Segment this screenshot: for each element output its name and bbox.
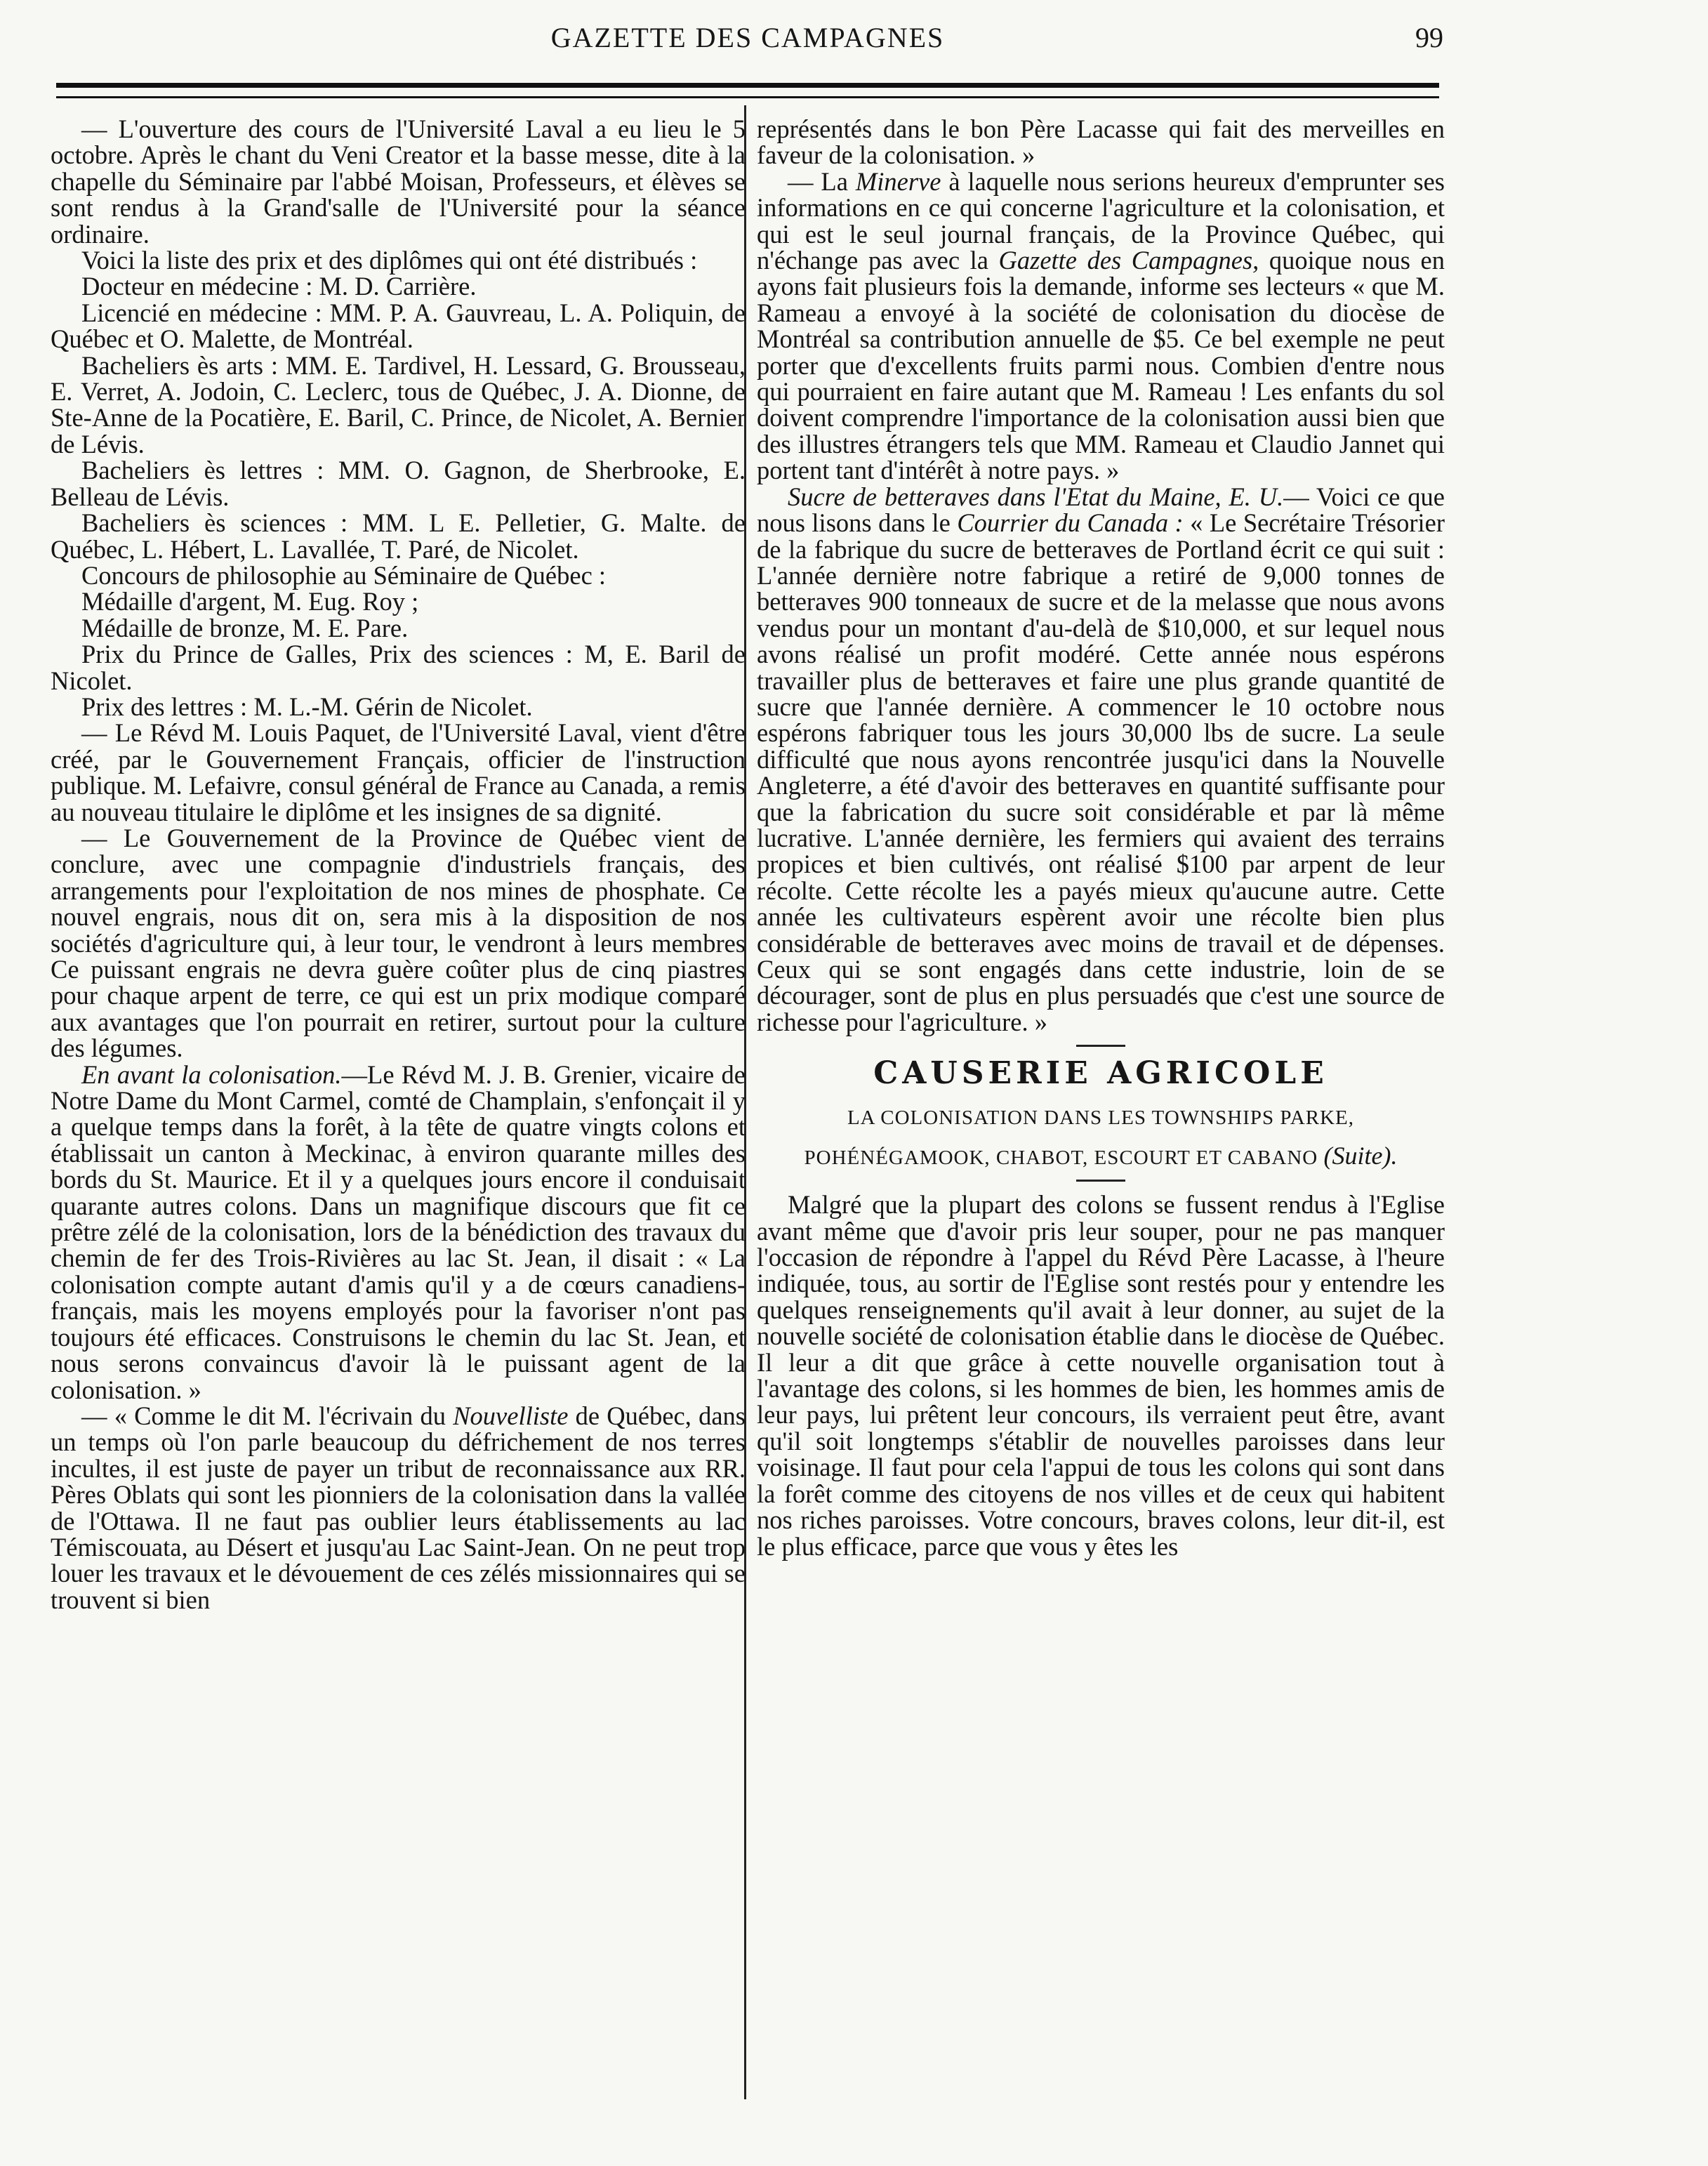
prize-list-intro: Voici la liste des prix et des diplômes qui ont été distribués :: [81, 246, 698, 275]
medaille-bronze-entry: Médaille de bronze, M. E. Pare.: [81, 613, 409, 642]
sucre-paragraph: [757, 484, 1445, 1036]
minerve-name: Minerve: [855, 166, 941, 196]
medaille-argent-entry: Médaille d'argent, M. Eug. Roy ;: [81, 587, 419, 616]
continuation-paragraph: représentés dans le bon Père Lacasse qui fait des merveilles en faveur de la colonisation. »: [757, 114, 1445, 170]
paquet-paragraph: — Le Révd M. Louis Paquet, de l'Université Laval, vient d'être créé, par le Gouvernement Français, officier de l'instruction publique. M. Lefaivre, consul général de France au Canada, a remis au nouveau titulaire le diplôme et les insignes de sa dignité.: [51, 718, 746, 826]
bacheliers-sciences-entry: Bacheliers ès sciences : MM. L E. Pelletier, G. Malte. de Québec, L. Hébert, L. Lavallée, T. Paré, de Nicolet.: [51, 508, 746, 564]
subheading-suite: (Suite).: [1323, 1142, 1398, 1170]
sucre-intro: — Voici ce que nous lisons dans le: [757, 482, 1445, 538]
phosphate-paragraph: — Le Gouvernement de la Province de Québec vient de conclure, avec une compagnie d'industriels français, des arrangements pour l'exploitation de nos mines de phosphate. Ce nouvel engrais, nous dit on, sera mis à la disposition de nos sociétés d'agriculture qui, à leur tour, le vendront à leurs membres Ce puissant engrais ne devra guère coûter plus de cinq piastres pour chaque arpent de terre, ce qui est un prix modique comparé aux avantages que l'on pourrait en retirer, surtout pour la culture des légumes.: [51, 823, 746, 1063]
minerve-paragraph: [757, 166, 1445, 485]
nouvelliste-prefix: — « Comme le dit M. l'écrivain du: [81, 1401, 454, 1430]
page-header: [49, 15, 1446, 65]
sucre-body: « Le Secrétaire Trésorier de la fabrique du sucre de betteraves de Portland écrit ce qui suit : L'année dernière notre fabrique a retiré de 9,000 tonnes de betteraves 900 tonneaux de sucre et de la melasse que nous avons vendus pour un montant d'au-delà de $10,000, et sur lequel nous avons réalisé un profit modéré. Cette année nous espérons travailler plus de betteraves et faire une plus grande quantité de sucre que l'année dernière. A commencer le 10 octobre nous espérons fabriquer tous les jours 30,000 lbs de sucre. La seule difficulté que nous ayons rencontrée jusqu'ici dans la Nouvelle Angleterre, a été d'avoir des betteraves en quantité suffisante pour que la fabrication du sucre soit considérable et par là même lucrative. L'année dernière, les fermiers qui avaient des terrains propices et bien cultivés, ont réalisé $100 par arpent de leur récolte. Cette récolte les a payés mieux qu'aucune autre. Cette année les cultivateurs espèrent avoir une récolte bien plus considérable de betteraves avec moins de travail et de dépenses. Ceux qui se sont engagés dans cette industrie, loin de se décourager, sont de plus en plus persuadés que c'est une source de richesse pour l'agriculture. »: [757, 508, 1445, 1036]
header-rule-thick: [56, 83, 1439, 88]
bacheliers-arts-entry: Bacheliers ès arts : MM. E. Tardivel, H. Lessard, G. Brousseau, E. Verret, A. Jodoin, C. Leclerc, tous de Québec, J. A. Dionne, de Ste-Anne de la Pocatière, E. Baril, C. Prince, de Nicolet, A. Bernier de Lévis.: [51, 350, 746, 458]
causerie-top-rule: [1076, 1045, 1125, 1047]
courrier-name: Courrier du Canada :: [957, 508, 1184, 538]
minerve-body-2: quoique nous en ayons fait plusieurs fois la demande, informe ses lecteurs « que M. Rameau a envoyé à la société de colonisation du diocèse de Montréal sa contribution annuelle de $5. Ce bel exemple ne peut porter que d'excellents fruits parmi nous. Combien d'entre nous qui pourraient en faire autant que M. Rameau ! Les enfants du sol doivent comprendre l'importance de la colonisation aussi bien que des illustres étrangers tels que MM. Rameau et Claudio Jannet qui portent tant d'intérêt à notre pays. »: [757, 246, 1445, 485]
header-rule-thin: [56, 96, 1439, 98]
nouvelliste-paragraph: [51, 1403, 746, 1613]
prix-lettres-entry: Prix des lettres : M. L.-M. Gérin de Nicolet.: [81, 692, 533, 721]
sucre-heading: Sucre de betteraves dans l'Etat du Maine, E. U.: [788, 482, 1284, 511]
causerie-subheading: [757, 1099, 1445, 1177]
causerie-body-paragraph: Malgré que la plupart des colons se fussent rendus à l'Eglise avant même que d'avoir pris leur souper, pour ne pas manquer l'occasion de répondre à l'appel du Révd Père Lacasse, à l'heure indiquée, tous, au sortir de l'Eglise sont restés pour y entendre les quelques renseignements qu'il avait à leur donner, au sujet de la nouvelle société de colonisation établie dans le diocèse de Québec. Il leur a dit que grâce à cette nouvelle organisation tout à l'avantage des colons, si les hommes de bien, les hommes amis de leur pays, lui prêtent leur concours, ils verraient peut être, avant qu'il soit longtemps s'établir de nouvelles paroisses dans leur voisinage. Il faut pour cela l'appui de tous les colons qui sont dans la forêt comme des citoyens de nos villes et de ceux qui habitent nos riches paroisses. Votre concours, braves colons, leur dit-il, est le plus efficace, parce que vous y êtes les: [757, 1190, 1445, 1561]
colonisation-body: —Le Révd M. J. B. Grenier, vicaire de Notre Dame du Mont Carmel, comté de Champlain, s'enfonçait il y a quelque temps dans la forêt, à la tête de quatre vingts colons et établissait un canton à Meckinac, à environ quarante milles des bords du St. Maurice. Et il y a quelques jours encore il conduisait quarante autres colons. Dans un magnifique discours que fit ce prêtre zélé de la colonisation, lors de la bénédiction des travaux du chemin de fer des Trois-Rivières au lac St. Jean, il disait : « La colonisation compte autant d'amis qu'il y a de cœurs canadiens-français, mais les moyens employés pour la favoriser n'ont pas toujours été efficaces. Construisons le chemin du lac St. Jean, et nous serons convaincus d'avoir là le puissant agent de la colonisation. »: [51, 1059, 746, 1404]
left-column: [51, 116, 746, 1613]
bacheliers-lettres-entry: Bacheliers ès lettres : MM. O. Gagnon, de Sherbrooke, E. Belleau de Lévis.: [51, 456, 746, 511]
minerve-prefix: — La: [788, 166, 856, 196]
laval-opening-paragraph: — L'ouverture des cours de l'Université Laval a eu lieu le 5 octobre. Après le chant du Veni Creator et la basse messe, dite à la chapelle du Séminaire par l'abbé Moisan, Professeurs, et élèves se sont rendus à la Grand'salle de l'Université pour la séance ordinaire.: [51, 114, 746, 249]
doctor-entry: Docteur en médecine : M. D. Carrière.: [81, 272, 477, 301]
right-column: [757, 116, 1445, 1559]
colonisation-heading: En avant la colonisation.: [81, 1059, 342, 1089]
minerve-body-1: à laquelle nous serions heureux d'emprunter ses informations en ce qui concerne l'agriculture et la colonisation, et qui est le seul journal français, de la Province Québec, qui n'échange pas avec la: [757, 166, 1445, 275]
concours-entry: Concours de philosophie au Séminaire de Québec :: [81, 560, 607, 590]
prix-prince-entry: Prix du Prince de Galles, Prix des sciences : M, E. Baril de Nicolet.: [51, 640, 746, 695]
licencie-entry: Licencié en médecine : MM. P. A. Gauvreau, L. A. Poliquin, de Québec et O. Malette, de Montréal.: [51, 298, 746, 354]
nouvelliste-name: Nouvelliste: [453, 1401, 569, 1430]
page-number: 99: [1415, 22, 1443, 53]
nouvelliste-body: de Québec, dans un temps où l'on parle beaucoup du défrichement de nos terres incultes, il est juste de payer un tribut de reconnaissance aux RR. Pères Oblats qui sont les pionniers de la colonisation dans la vallée de l'Ottawa. Il ne faut pas oublier leurs établissements au lac Témiscouata, au Désert et jusqu'au Lac Saint-Jean. On ne peut trop louer les travaux et le dévouement de ces zélés missionnaires qui se trouvent si bien: [51, 1401, 746, 1614]
subheading-main: LA COLONISATION DANS LES TOWNSHIPS PARKE, POHÉNÉGAMOOK, CHABOT, ESCOURT ET CABANO: [804, 1107, 1355, 1170]
colonisation-paragraph: [51, 1059, 746, 1404]
newspaper-title: GAZETTE DES CAMPAGNES: [550, 22, 945, 53]
gazette-name: Gazette des Campagnes,: [998, 246, 1259, 275]
subheading-rule: [1076, 1180, 1125, 1182]
causerie-section-header: [757, 1045, 1445, 1093]
causerie-title: CAUSERIE AGRICOLE: [873, 1055, 1328, 1092]
